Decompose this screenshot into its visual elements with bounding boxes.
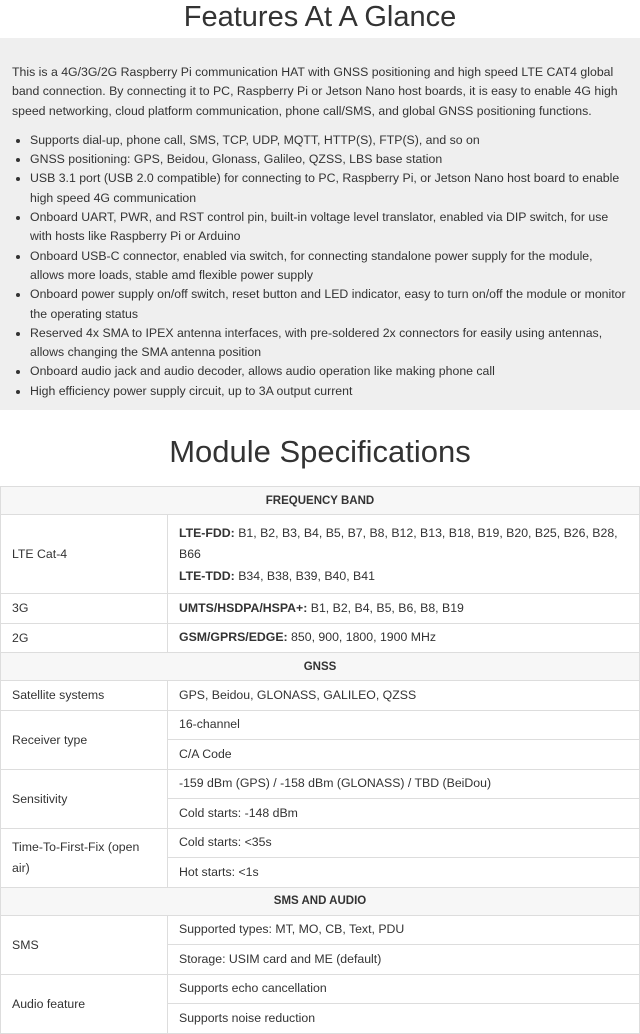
list-item: • USB 3.1 port (USB 2.0 compatible) for connecting to PC, Raspberry Pi, or Jetson Nano host board to enable high speed 4G communication — [30, 169, 630, 208]
table-row — [1, 710, 640, 740]
feature-list — [12, 131, 630, 401]
lte-tdd-value: B34, B38, B39, B40, B41 — [234, 569, 375, 583]
list-item: • Onboard power supply on/off switch, reset button and LED indicator, easy to turn on/off the module or monitor the operating status — [30, 285, 630, 324]
table-row — [1, 915, 640, 945]
table-row — [1, 769, 640, 799]
spec-value — [168, 515, 640, 594]
list-item: • Reserved 4x SMA to IPEX antenna interfaces, with pre-soldered 2x connectors for easily using antennas, allows changing the SMA antenna position — [30, 324, 630, 363]
spec-label: LTE Cat-4 — [1, 515, 168, 594]
list-item: • GNSS positioning: GPS, Beidou, Glonass, Galileo, QZSS, LBS base station — [30, 150, 630, 169]
spec-label: Satellite systems — [1, 681, 168, 711]
spec-value: Cold starts: <35s — [168, 828, 640, 858]
section-header-label: GNSS — [1, 653, 640, 681]
table-row — [1, 623, 640, 653]
gsm-key: GSM/GPRS/EDGE: — [179, 630, 288, 645]
features-panel — [0, 38, 640, 410]
spec-value: GPS, Beidou, GLONASS, GALILEO, QZSS — [168, 681, 640, 711]
gsm-value: 850, 900, 1800, 1900 MHz — [287, 630, 436, 645]
spec-label: Sensitivity — [1, 769, 168, 828]
lte-tdd-key: LTE-TDD: — [179, 569, 235, 583]
table-row — [1, 828, 640, 858]
section-header-sms-audio — [1, 887, 640, 915]
lte-fdd-key: LTE-FDD: — [179, 526, 235, 540]
spec-label: 3G — [1, 594, 168, 624]
table-row — [1, 974, 640, 1004]
section-header-frequency — [1, 487, 640, 515]
section-header-label: SMS AND AUDIO — [1, 887, 640, 915]
spec-value — [168, 594, 640, 624]
specs-table — [0, 486, 640, 1034]
lte-fdd-value: B1, B2, B3, B4, B5, B7, B8, B12, B13, B18, B19, B20, B25, B26, B28, B66 — [179, 526, 618, 561]
section-header-gnss — [1, 653, 640, 681]
section-header-label: FREQUENCY BAND — [1, 487, 640, 515]
spec-value: Cold starts: -148 dBm — [168, 799, 640, 829]
spec-value: Supports noise reduction — [168, 1004, 640, 1034]
spec-value: C/A Code — [168, 740, 640, 770]
spec-label: 2G — [1, 623, 168, 653]
specs-title: Module Specifications — [169, 434, 471, 469]
table-row — [1, 594, 640, 624]
lte-fdd-line — [179, 523, 628, 565]
list-item: • Onboard USB-C connector, enabled via switch, for connecting standalone power supply for the module, allows more loads, stable amd flexible power supply — [30, 247, 630, 286]
spec-label: Time-To-First-Fix (open air) — [1, 828, 168, 887]
spec-value: -159 dBm (GPS) / -158 dBm (GLONASS) / TBD (BeiDou) — [168, 769, 640, 799]
table-row — [1, 515, 640, 594]
umts-value: B1, B2, B4, B5, B6, B8, B19 — [307, 600, 464, 615]
spec-value: Supports echo cancellation — [168, 974, 640, 1004]
spec-value: Supported types: MT, MO, CB, Text, PDU — [168, 915, 640, 945]
features-title: Features At A Glance — [0, 0, 640, 38]
list-item: • Onboard audio jack and audio decoder, allows audio operation like making phone call — [30, 362, 630, 381]
list-item: • Onboard UART, PWR, and RST control pin, built-in voltage level translator, enabled via DIP switch, for use with hosts like Raspberry Pi or Arduino — [30, 208, 630, 247]
spec-label: Receiver type — [1, 710, 168, 769]
umts-key: UMTS/HSDPA/HSPA+: — [179, 600, 308, 615]
spec-value: Storage: USIM card and ME (default) — [168, 945, 640, 975]
intro-paragraph: This is a 4G/3G/2G Raspberry Pi communication HAT with GNSS positioning and high speed LTE CAT4 global band connection. By connecting it to PC, Raspberry Pi or Jetson Nano host boards, it is easy to enable 4G high speed networking, cloud platform communication, phone call/SMS, and global GNSS positioning functions. — [12, 65, 618, 118]
spec-label: SMS — [1, 915, 168, 974]
spec-value: 16-channel — [168, 710, 640, 740]
spec-value: Hot starts: <1s — [168, 858, 640, 888]
table-row — [1, 681, 640, 711]
spec-label: Audio feature — [1, 974, 168, 1033]
lte-tdd-line — [179, 566, 628, 587]
spec-value — [168, 623, 640, 653]
list-item: • High efficiency power supply circuit, up to 3A output current — [30, 382, 630, 401]
list-item: • Supports dial-up, phone call, SMS, TCP, UDP, MQTT, HTTP(S), FTP(S), and so on — [30, 131, 630, 150]
